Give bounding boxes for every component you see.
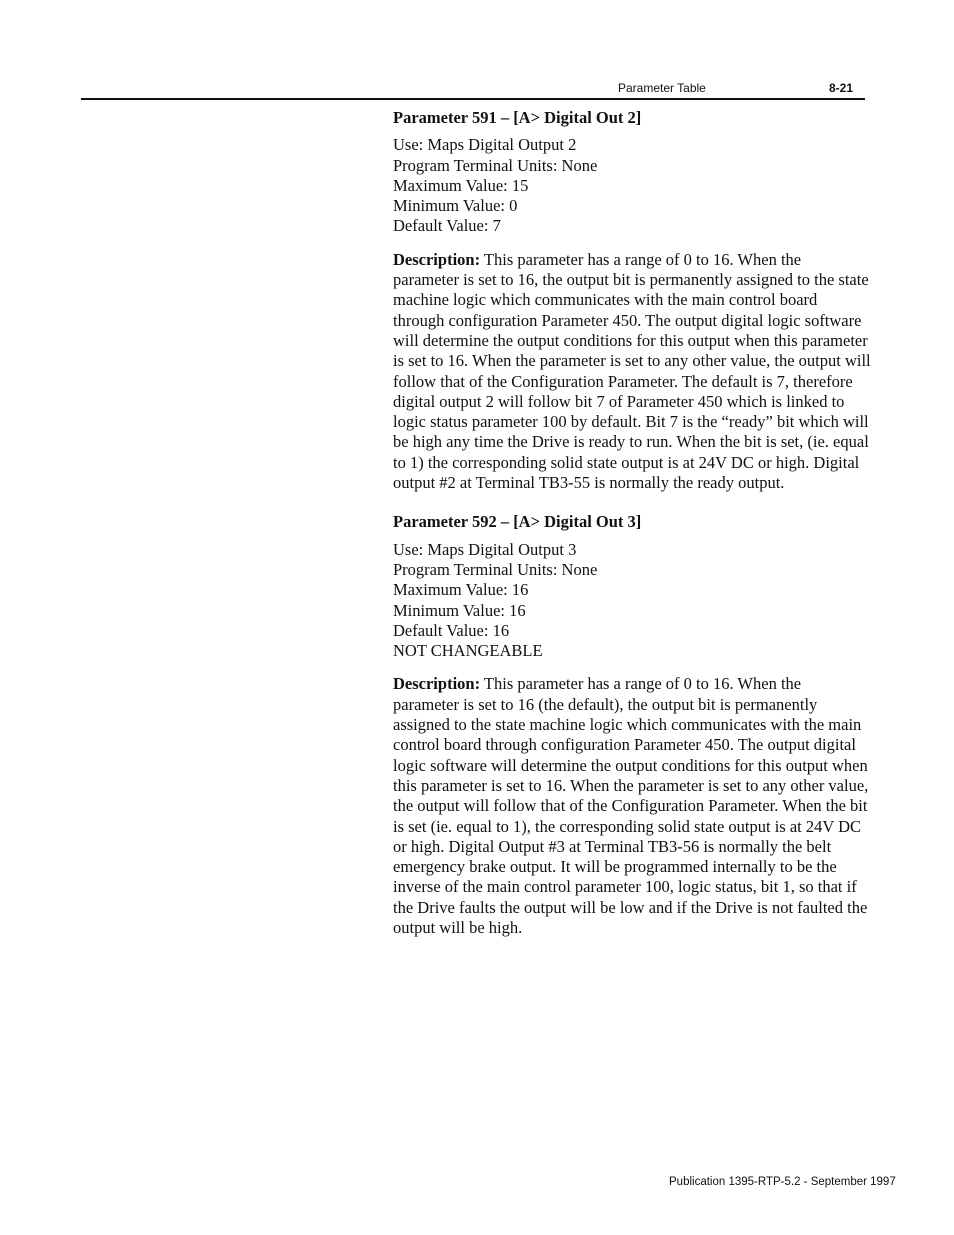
parameter-592-section bbox=[393, 512, 871, 938]
page-number: 8-21 bbox=[829, 81, 854, 95]
parameter-title: Parameter 591 – [A> Digital Out 2] bbox=[393, 108, 642, 127]
spec-min: Minimum Value: 16 bbox=[393, 600, 526, 620]
parameter-specs bbox=[393, 135, 871, 236]
parameter-description bbox=[393, 674, 871, 938]
running-header-section: Parameter Table bbox=[618, 81, 706, 95]
description-text: This parameter has a range of 0 to 16. When the parameter is set to 16, the output bit is permanently assigned to the state machine logic which communicates with the main control board through configuration Parameter 450. The output digital logic software will determine the output conditions for this output when this parameter is set to 16. When the parameter is set to any other value, the output will follow that of the Configuration Parameter. The default is 7, therefore digital output 2 will follow bit 7 of Parameter 450 which is linked to logic status parameter 100 by default. Bit 7 is the “ready” bit which will be high any time the Drive is ready to run. When the bit is set, (ie. equal to 1) the corresponding solid state output is at 24V DC or high. Digital output #2 at Terminal TB3-55 is normally the ready output. bbox=[393, 249, 871, 493]
description-label: Description: bbox=[393, 674, 481, 694]
spec-units: Program Terminal Units: None bbox=[393, 559, 598, 579]
description-text: This parameter has a range of 0 to 16. When the parameter is set to 16 (the default), the output bit is permanently assigned to the state machine logic which communicates with the main control board through configuration Parameter 450. The output digital logic software will determine the output conditions for this output when this parameter is set to 16. When the parameter is set to any other value, the output will follow that of the Configuration Parameter. When the bit is set (ie. equal to 1), the corresponding solid state output is at 24V DC or high. Digital Output #3 at Terminal TB3-56 is normally the belt emergency brake output. It will be programmed internally to be the inverse of the main control parameter 100, logic status, bit 1, so that if the Drive faults the output will be low and if the Drive is not faulted the output will be high. bbox=[393, 674, 869, 937]
parameter-description bbox=[393, 250, 871, 494]
spec-not-changeable: NOT CHANGEABLE bbox=[393, 641, 543, 661]
spec-use: Use: Maps Digital Output 3 bbox=[393, 539, 577, 559]
spec-use: Use: Maps Digital Output 2 bbox=[393, 135, 577, 155]
spec-max: Maximum Value: 15 bbox=[393, 175, 529, 195]
spec-units: Program Terminal Units: None bbox=[393, 155, 598, 175]
parameter-591-section bbox=[393, 108, 871, 493]
parameter-title: Parameter 592 – [A> Digital Out 3] bbox=[393, 512, 642, 532]
spec-min: Minimum Value: 0 bbox=[393, 196, 518, 216]
spec-max: Maximum Value: 16 bbox=[393, 580, 529, 600]
publication-footer: Publication 1395-RTP-5.2 - September 1997 bbox=[669, 1176, 896, 1188]
parameter-specs bbox=[393, 540, 871, 662]
page-content bbox=[393, 108, 871, 938]
description-label: Description: bbox=[393, 249, 481, 269]
spec-default: Default Value: 7 bbox=[393, 216, 501, 236]
header-rule bbox=[81, 98, 865, 100]
spec-default: Default Value: 16 bbox=[393, 620, 510, 640]
